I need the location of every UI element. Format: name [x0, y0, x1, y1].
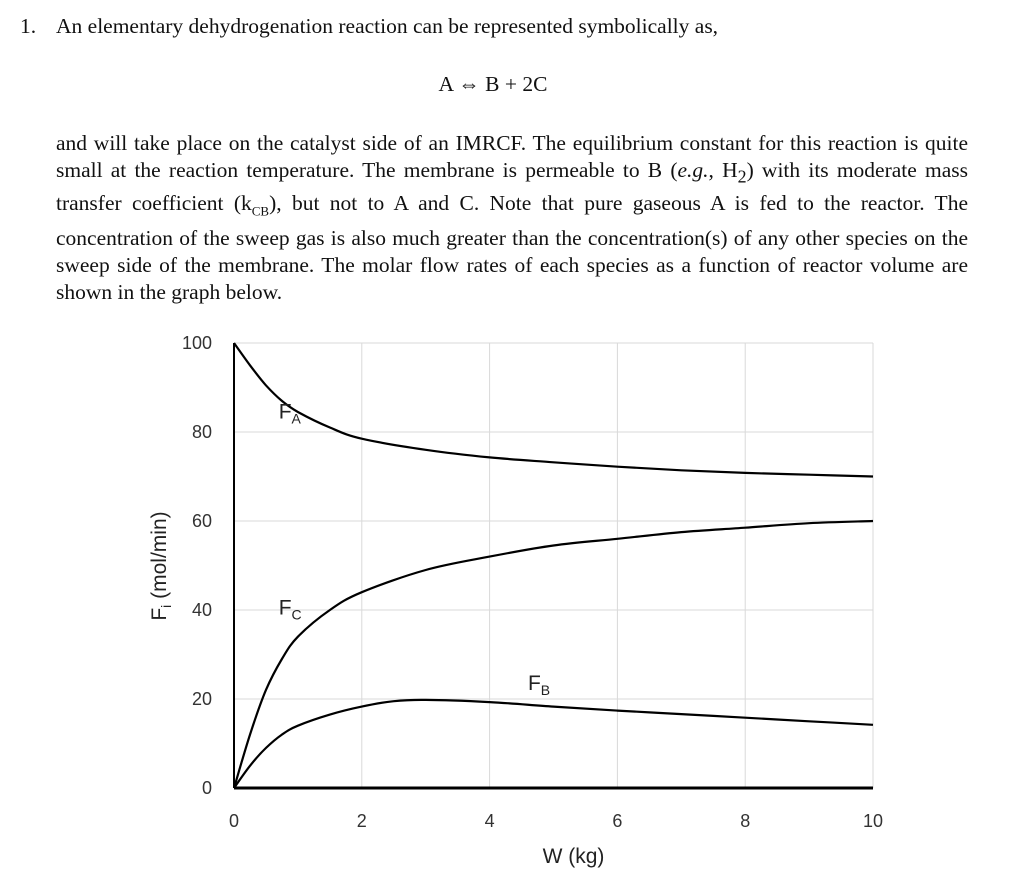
series-label-sub-FC: C: [291, 606, 302, 623]
y-tick-label-0: 0: [201, 778, 212, 798]
x-tick-label-4: 4: [484, 811, 495, 831]
x-tick-label-0: 0: [228, 811, 240, 831]
series-line-FC: [234, 521, 873, 788]
problem-paragraph: [56, 130, 968, 306]
y-tick-label-20: 20: [191, 689, 212, 709]
y-axis-title-main: F: [148, 607, 171, 621]
paragraph-text-4: ), but not to A and C. Note that pure gaseous A is fed to the reactor. The concentration of the sweep gas is also much greater than the concentration(s) of any other species on the sweep side of the membrane. The molar flow rates of each species as a function of reactor volume are shown in the graph below.: [56, 191, 968, 304]
series-label-FC: [279, 596, 302, 622]
chart-grid: [234, 343, 873, 788]
series-label-sub-FA: A: [291, 410, 301, 427]
x-tick-label-6: 6: [612, 811, 623, 831]
x-axis-title: W (kg): [542, 845, 605, 868]
chart-axes: [148, 333, 883, 868]
series-line-FB: [234, 700, 873, 788]
paragraph-text-2: , H: [708, 158, 738, 182]
y-tick-label-80: 80: [191, 422, 212, 442]
flow-rate-chart: [0, 310, 1024, 890]
paragraph-text-3: ) with its moderate mass transfer coefficient (k: [56, 158, 969, 216]
series-label-main-FB: F: [527, 672, 541, 696]
x-tick-label-2: 2: [356, 811, 367, 831]
chart-series: [234, 343, 873, 788]
question-number: 1.: [20, 14, 37, 38]
y-axis-title-unit: (mol/min): [148, 511, 171, 605]
series-label-FA: [279, 401, 302, 427]
chart-labels: [279, 401, 550, 698]
question-intro: An elementary dehydrogenation reaction can be represented symbolically as,: [56, 14, 719, 38]
x-tick-label-10: 10: [862, 811, 884, 831]
reaction-equation: A ⇔ B + 2C: [438, 72, 548, 96]
series-label-FB: [528, 672, 550, 698]
paragraph-subscript-2: 2: [737, 166, 747, 187]
y-tick-label-40: 40: [191, 600, 212, 620]
y-tick-label-60: 60: [191, 511, 212, 531]
series-label-main-FA: F: [278, 400, 292, 424]
paragraph-eg: e.g.: [677, 158, 709, 182]
x-tick-label-8: 8: [740, 811, 751, 831]
y-axis-title-sub: i: [158, 604, 174, 608]
series-line-FA: [234, 343, 873, 477]
series-label-main-FC: F: [278, 596, 292, 620]
paragraph-subscript-cb: CB: [251, 203, 270, 219]
series-label-sub-FB: B: [540, 682, 551, 699]
paragraph-text-1: and will take place on the catalyst side of an IMRCF. The equilibrium constant for this reaction is quite small at the reaction temperature. The membrane is permeable to B (: [56, 131, 968, 182]
y-tick-label-100: 100: [181, 333, 212, 353]
y-axis-title: [148, 511, 174, 620]
